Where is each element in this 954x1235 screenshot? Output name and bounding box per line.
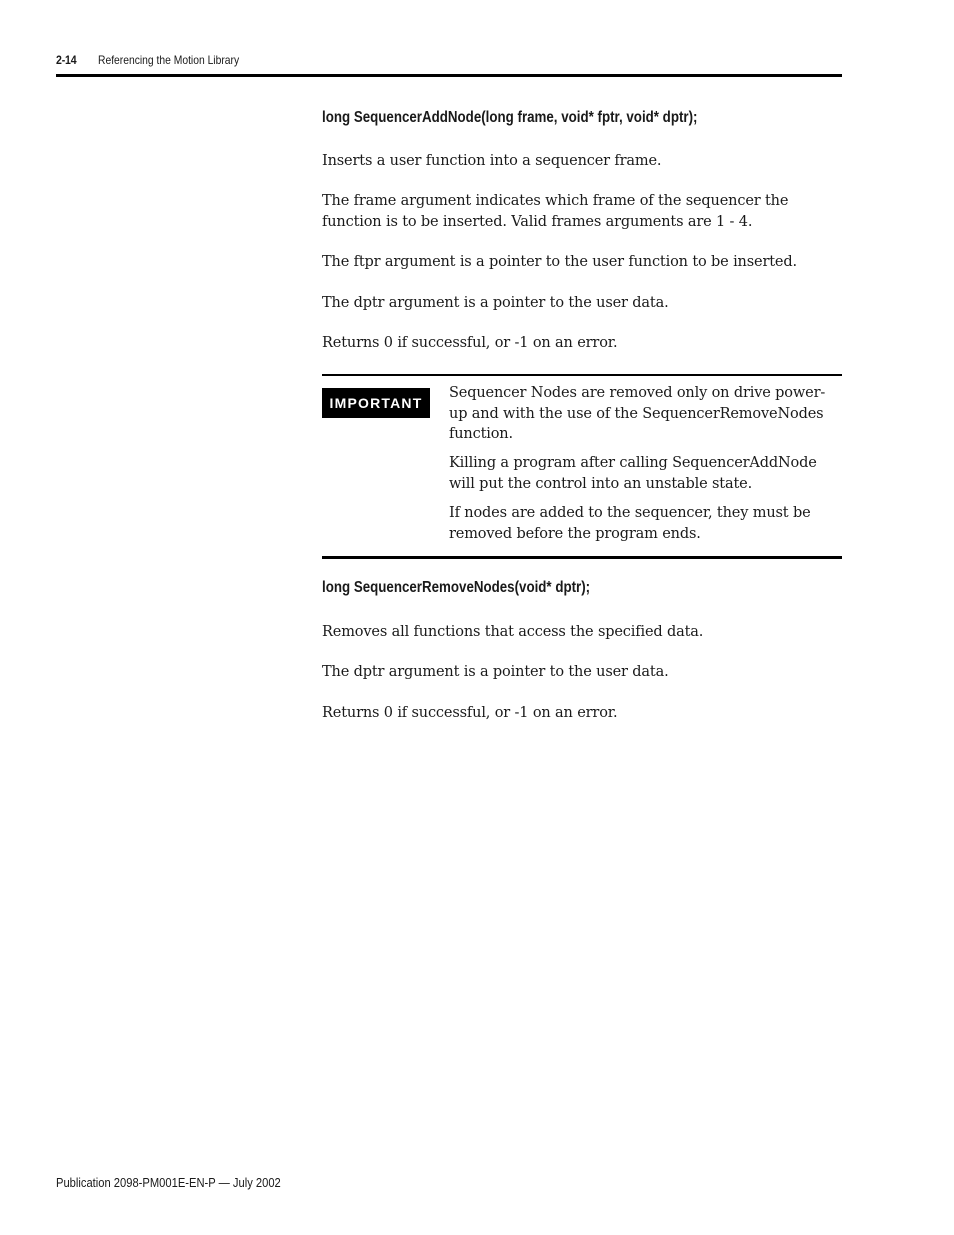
paragraph: Returns 0 if successful, or -1 on an error. (322, 335, 618, 351)
paragraph: Removes all functions that access the specified data. (322, 624, 704, 640)
paragraph: The ftpr argument is a pointer to the user function to be inserted. (322, 254, 797, 270)
important-note: Killing a program after calling SequencerAddNode will put the control into an unstable state. (449, 455, 817, 492)
function-heading-sequencer-add-node: long SequencerAddNode(long frame, void* fptr, void* dptr); (322, 109, 698, 126)
important-box-top-rule (322, 374, 842, 376)
paragraph: Returns 0 if successful, or -1 on an error. (322, 705, 618, 721)
paragraph: The dptr argument is a pointer to the user data. (322, 664, 669, 680)
important-note: If nodes are added to the sequencer, they must be removed before the program ends. (449, 505, 811, 542)
paragraph: The dptr argument is a pointer to the user data. (322, 295, 669, 311)
important-box-bottom-rule (322, 556, 842, 559)
chapter-title: Referencing the Motion Library (98, 53, 240, 67)
important-badge: IMPORTANT (322, 388, 430, 418)
function-heading-sequencer-remove-nodes: long SequencerRemoveNodes(void* dptr); (322, 579, 591, 596)
paragraph: Inserts a user function into a sequencer frame. (322, 153, 662, 169)
important-note: Sequencer Nodes are removed only on drive power-up and with the use of the SequencerRemoveNodes function. (449, 385, 826, 442)
paragraph: The frame argument indicates which frame of the sequencer the function is to be inserted. Valid frames arguments are 1 - 4. (322, 193, 789, 230)
publication-footer: Publication 2098-PM001E-EN-P — July 2002 (56, 1175, 281, 1190)
page-number: 2-14 (56, 53, 77, 67)
header-rule (56, 74, 842, 77)
